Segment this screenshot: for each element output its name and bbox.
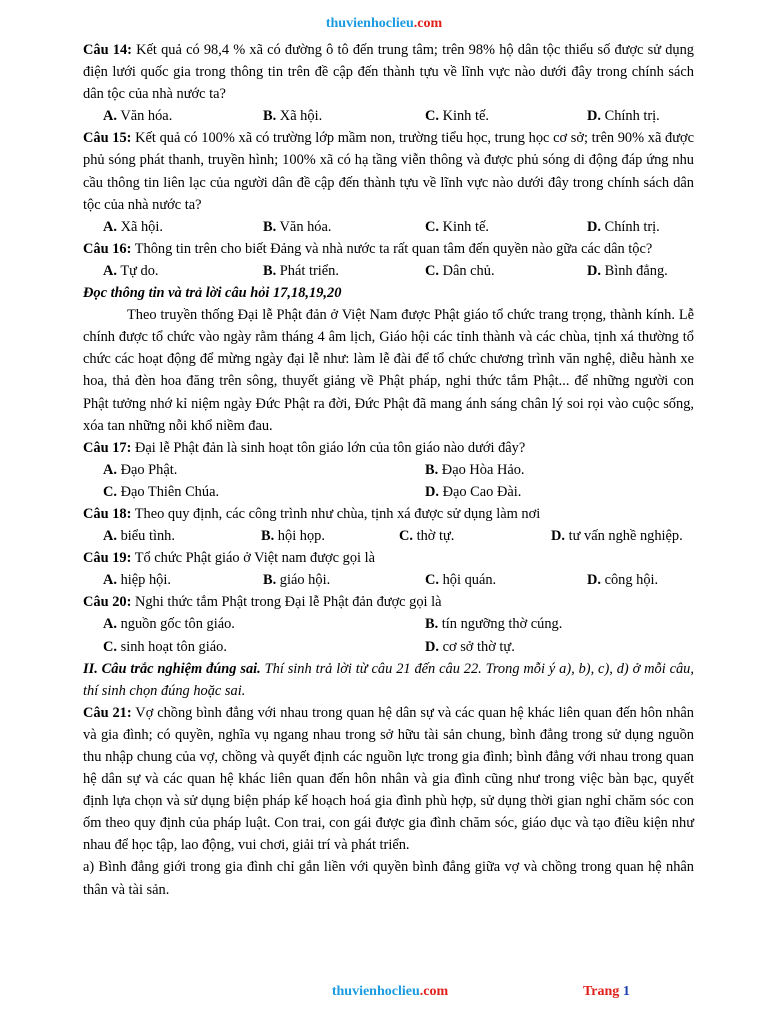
option-c	[425, 216, 587, 238]
option-text: Văn hóa.	[276, 218, 332, 235]
option-key: C.	[103, 483, 117, 500]
options-row	[83, 260, 694, 282]
option-text: Phát triển.	[276, 262, 339, 279]
option-text: Kinh tế.	[439, 218, 489, 235]
option-a	[83, 105, 263, 127]
question-14	[83, 39, 694, 105]
question-label: Câu 19:	[83, 550, 132, 567]
option-d	[425, 481, 521, 503]
question-text: Kết quả có 100% xã có trường lớp mầm non, trường tiểu học, trung học cơ sở; trên 90% xã được phủ sóng phát thanh, truyền hình; 100% xã có hạ tầng viễn thông và được phủ sóng di động đáp ứng nhu cầu thông tin liên lạc của người dân đề cập đến thành tựu về lĩnh vực nào dưới đây trong chính sách dân tộc của nhà nước ta?	[83, 130, 694, 213]
option-key: D.	[587, 262, 601, 279]
option-text: tín ngưỡng thờ cúng.	[438, 616, 563, 633]
option-c	[399, 525, 551, 547]
options-row	[83, 105, 694, 127]
reading-passage: Theo truyền thống Đại lễ Phật đản ở Việt Nam được Phật giáo tổ chức trang trọng, thành kính. Lễ chính được tổ chức vào ngày rằm tháng 4 âm lịch, Giáo hội các tỉnh thành và các chùa, tịnh xá thường tổ chức các hoạt động để mừng ngày đại lễ như: làm lễ đài để tổ chức chương trình văn nghệ, diễu hành xe hoa, thả đèn hoa đăng trên sông, thuyết giảng về Phật pháp, nghi thức tắm Phật... để những người con Phật tưởng nhớ kỉ niệm ngày Đức Phật ra đời, Đức Phật đã mang ánh sáng chân lý soi rọi vào cuộc sống, xóa tan những nỗi khổ niềm đau.	[83, 307, 694, 434]
option-key: A.	[103, 218, 117, 235]
option-d	[587, 105, 660, 127]
option-a	[83, 613, 425, 635]
question-label: Câu 21:	[83, 704, 132, 721]
option-a	[83, 525, 261, 547]
option-key: D.	[587, 218, 601, 235]
question-label: Câu 18:	[83, 505, 132, 522]
question-16	[83, 238, 694, 260]
option-b	[263, 260, 425, 282]
option-d	[425, 636, 515, 658]
option-key: B.	[263, 108, 277, 125]
option-b	[261, 525, 399, 547]
options-row	[83, 459, 694, 481]
option-text: Đạo Phật.	[117, 461, 178, 478]
option-d	[551, 525, 683, 547]
question-label: Câu 16:	[83, 240, 132, 257]
question-label: Câu 14:	[83, 42, 132, 58]
footer-brand	[0, 984, 768, 1000]
option-key: A.	[103, 108, 117, 125]
option-key: C.	[425, 108, 439, 125]
option-text: Dân chủ.	[439, 262, 495, 279]
option-key: A.	[103, 616, 117, 633]
option-text: cơ sở thờ tự.	[439, 638, 515, 655]
option-text: hội họp.	[274, 528, 325, 545]
options-row	[83, 636, 694, 658]
option-text: nguồn gốc tôn giáo.	[117, 616, 235, 633]
option-key: B.	[425, 461, 439, 478]
option-b	[425, 613, 562, 635]
option-key: A.	[103, 461, 117, 478]
page-num: 1	[622, 984, 630, 999]
option-key: B.	[263, 572, 277, 589]
header-brand-domain: .com	[413, 16, 443, 31]
option-text: sinh hoạt tôn giáo.	[117, 638, 227, 655]
header-brand	[0, 16, 768, 32]
options-row	[83, 613, 694, 635]
question-text: Tổ chức Phật giáo ở Việt nam được gọi là	[131, 550, 376, 567]
option-d	[587, 569, 658, 591]
option-text: Xã hội.	[117, 218, 163, 235]
question-17	[83, 437, 694, 459]
option-key: A.	[103, 528, 117, 545]
option-key: C.	[425, 572, 439, 589]
option-text: biểu tình.	[117, 528, 175, 545]
option-text: Xã hội.	[276, 108, 323, 125]
options-row	[83, 481, 694, 503]
question-text: Kết quả có 98,4 % xã có đường ô tô đến trung tâm; trên 98% hộ dân tộc thiểu số được sử dụng điện lưới quốc gia trong thông tin trên đề cập đến thành tựu về lĩnh vực nào dưới đây trong chính sách dân tộc của nhà nước ta?	[83, 42, 694, 103]
option-text: Kinh tế.	[439, 108, 489, 125]
option-text: Chính trị.	[601, 218, 660, 235]
option-text: Đạo Hòa Hảo.	[438, 461, 525, 478]
page-word: Trang	[583, 984, 623, 999]
footer-brand-domain: .com	[419, 984, 449, 999]
option-key: B.	[263, 218, 277, 235]
question-label: Câu 15:	[83, 130, 132, 147]
option-b	[263, 569, 425, 591]
question-20	[83, 591, 694, 613]
option-text: Đạo Cao Đài.	[439, 483, 522, 500]
option-key: D.	[551, 528, 565, 545]
option-c	[425, 260, 587, 282]
option-text: Chính trị.	[601, 108, 660, 125]
option-key: D.	[587, 108, 601, 125]
option-text: Đạo Thiên Chúa.	[117, 483, 220, 500]
option-c	[425, 569, 587, 591]
option-text: tư vấn nghề nghiệp.	[565, 528, 683, 545]
option-text: Văn hóa.	[117, 108, 173, 125]
question-text: Theo quy định, các công trình như chùa, tịnh xá được sử dụng làm nơi	[131, 505, 541, 522]
option-key: C.	[425, 218, 439, 235]
option-c	[83, 636, 425, 658]
section-2-heading: II. Câu trắc nghiệm đúng sai.	[83, 660, 261, 677]
option-text: Bình đẳng.	[601, 262, 668, 279]
option-d	[587, 216, 660, 238]
question-text: Thông tin trên cho biết Đảng và nhà nước ta rất quan tâm đến quyền nào gữa các dân tộc?	[131, 240, 653, 257]
reading-heading: Đọc thông tin và trả lời câu hỏi 17,18,19,20	[83, 285, 342, 302]
option-key: C.	[399, 528, 413, 545]
option-text: giáo hội.	[276, 572, 331, 589]
option-key: A.	[103, 262, 117, 279]
option-b	[263, 216, 425, 238]
question-text: Nghi thức tắm Phật trong Đại lễ Phật đản được gọi là	[131, 594, 442, 611]
option-c	[425, 105, 587, 127]
question-21-item-a: a) Bình đẳng giới trong gia đình chỉ gắn liền với quyền bình đẳng giữa vợ và chồng trong quan hệ nhân thân và tài sản.	[83, 859, 694, 898]
question-label: Câu 20:	[83, 594, 132, 611]
question-text: Đại lễ Phật đản là sinh hoạt tôn giáo lớn của tôn giáo nào dưới đây?	[131, 439, 526, 456]
question-label: Câu 17:	[83, 439, 132, 456]
question-19	[83, 547, 694, 569]
option-text: thờ tự.	[413, 528, 455, 545]
question-18	[83, 503, 694, 525]
option-text: công hội.	[601, 572, 659, 589]
options-row	[83, 525, 694, 547]
option-a	[83, 260, 263, 282]
option-key: B.	[261, 528, 275, 545]
option-a	[83, 459, 425, 481]
options-row	[83, 216, 694, 238]
option-a	[83, 216, 263, 238]
option-key: A.	[103, 572, 117, 589]
footer-brand-name: thuvienhoclieu	[331, 984, 420, 999]
option-d	[587, 260, 668, 282]
option-key: D.	[425, 483, 439, 500]
document-body	[83, 39, 694, 901]
option-b	[425, 459, 525, 481]
page-number	[583, 984, 630, 1000]
question-15	[83, 127, 694, 215]
option-key: B.	[263, 262, 277, 279]
question-text: Vợ chồng bình đẳng với nhau trong quan hệ dân sự và các quan hệ khác liên quan đến hôn nhân và gia đình; có quyền, nghĩa vụ ngang nhau trong sở hữu tài sản chung, bình đẳng trong sử dụng nguồn thu nhập chung của vợ, chồng và quyết định các nguồn lực trong gia đình; bình đẳng với nhau trong quan hệ dân sự và các quan hệ khác liên quan đến hôn nhân và gia đình cũng như trong việc bàn bạc, quyết định lựa chọn và sử dụng biện pháp kế hoạch hoá gia đình phù hợp, sử dụng thời gian nghỉ chăm sóc con ốm theo quy định của pháp luật. Con trai, con gái được gia đình chăm sóc, giáo dục và tạo điều kiện như nhau để học tập, lao động, vui chơi, giải trí và phát triển.	[83, 704, 695, 854]
options-row	[83, 569, 694, 591]
section-2-instruction: Thí sinh trả lời từ câu 21 đến câu 22. Trong mỗi ý a), b), c), d) ở mỗi câu, thí sinh chọn đúng hoặc sai.	[83, 660, 694, 699]
option-key: D.	[425, 638, 439, 655]
option-key: B.	[425, 616, 439, 633]
option-c	[83, 481, 425, 503]
option-text: Tự do.	[117, 262, 159, 279]
header-brand-name: thuvienhoclieu	[325, 16, 414, 31]
question-21	[83, 702, 694, 857]
option-b	[263, 105, 425, 127]
option-key: C.	[103, 638, 117, 655]
option-a	[83, 569, 263, 591]
option-text: hiệp hội.	[117, 572, 171, 589]
option-key: C.	[425, 262, 439, 279]
section-2-intro	[83, 658, 694, 702]
option-text: hội quán.	[439, 572, 497, 589]
option-key: D.	[587, 572, 601, 589]
